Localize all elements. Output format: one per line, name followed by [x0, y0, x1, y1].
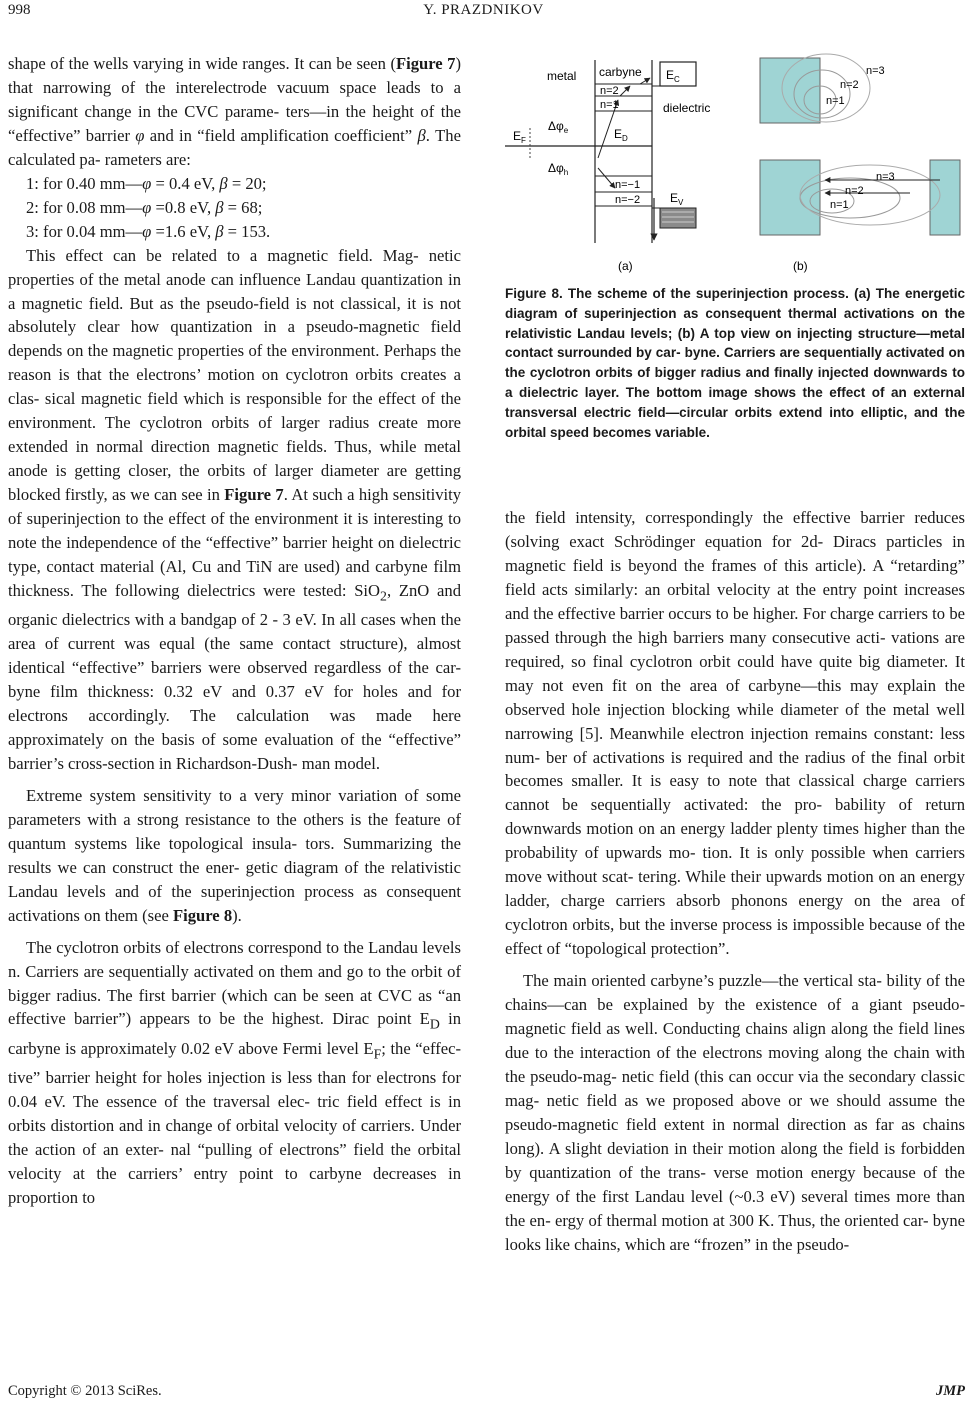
b-bottom-n1-label: n=1: [830, 199, 849, 211]
ef-label: $E_F$: [513, 129, 526, 145]
carbyne-label: carbyne: [599, 65, 642, 79]
paragraph: Extreme system sensitivity to a very minor variation of some parameters with a strong resistance to the others is the feature of quantum systems like topological insula- tors. Summarizing the results we can construct the ener- getic diagram of the relativistic Landau levels and of the superinjection process as consequent activations on them (see Figure 8).: [8, 785, 461, 925]
delta-phi-e-label: $\Delta\varphi_e$: [548, 119, 569, 135]
right-column: [505, 506, 965, 1257]
ev-label: $E_V$: [670, 191, 684, 207]
metal-label: metal: [547, 69, 577, 83]
level-nm1-label: n=−1: [615, 179, 641, 191]
parameter-line: 3: for 0.04 mm—φ =1.6 eV, β = 153.: [26, 221, 271, 241]
ec-label: $E_C$: [666, 68, 680, 84]
b-bottom-n2-label: n=2: [845, 185, 864, 197]
b-top-n2-label: n=2: [840, 79, 859, 91]
ed-label: $E_D$: [614, 127, 628, 143]
paragraph: This effect can be related to a magnetic field. Mag- netic properties of the metal anode can influence Landau quantization in a magnetic field. But as the pseudo-field is not classical, it is not absolutely clear how quantization in a pseudo-magnetic field depends on the magnetic properties of the environment. Perhaps the reason is that the electrons’ motion on cyclotron orbits creates a clas- sical magnetic field which is responsible for the effect of the environment. The cyclotron orbits of larger radius create more extended in normal direction magnetic fields. Thus, while metal anode is getting closer, the orbits of larger diameter are getting blocked firstly, as we can see in Figure 7. At such a high sensitivity of superinjection to the effect of the environment it is interesting to note the independence of the “effective” barrier height on dielectric type, contact material (Al, Cu and TiN are used) and carbyne film thickness. The following dielectrics were tested: SiO$_2$, ZnO and organic dielectrics with a bandgap of 2 - 3 eV. In all cases when the area of current was equal (the same contact structure), almost identical “effective” barriers were observed regardless of the car- byne film thickness: 0.32 eV and 0.37 eV for holes and for electrons accordingly. The calculation was made here approximately on the basis of some evaluation of the “effective” barrier’s cross-section in Richardson-Dush- man model.: [8, 245, 462, 773]
running-header: [0, 0, 967, 22]
b-bottom-n3-label: n=3: [876, 171, 895, 183]
level-nm2-label: n=−2: [615, 194, 641, 206]
paragraph: shape of the wells varying in wide ranges. It can be seen (Figure 7) that narrowing of the interelectrode vacuum space leads to a significant change in the CVC parame- ters—in the height of the “effective” barrier φ and in “field amplification coefficient” β. The calculated pa- rameters are:: [8, 54, 461, 169]
parameter-line: 2: for 0.08 mm—φ =0.8 eV, β = 68;: [26, 197, 263, 217]
running-author: Y. PRAZDNIKOV: [423, 2, 544, 18]
paragraph: The main oriented carbyne’s puzzle—the vertical sta- bility of the chains—can be explained by the existence of a giant pseudo-magnetic field as well. Conducting chains align along the field lines due to the interaction of the electrons moving along the chain with the pseudo-mag- netic field (this can occur via the secondary classic mag- netic field as we proposed above or we should assume the pseudo-magnetic field extent in normal direction as far as chains long). A slight deviation in their motion along the field is forbidden by quantization of the trans- verse motion energy because of the energy of the first Landau level (~0.3 eV) several times more than the en- ergy of thermal motion at 300 K. Thus, the oriented car- byne looks like chains, which are “frozen” in the pseudo-: [505, 971, 965, 1254]
page-number: 998: [8, 2, 31, 18]
panel-b-top-view: [760, 54, 960, 273]
journal-abbrev: JMP: [936, 1383, 965, 1399]
parameter-line: 1: for 0.40 mm—φ = 0.4 eV, β = 20;: [26, 173, 267, 193]
copyright-notice: Copyright © 2013 SciRes.: [8, 1383, 162, 1399]
level-n1-label: n=1: [600, 99, 619, 111]
figure-8-diagram: [500, 48, 965, 280]
delta-phi-h-label: $\Delta\varphi_h$: [548, 161, 569, 177]
b-top-n1-label: n=1: [826, 95, 845, 107]
b-top-n3-label: n=3: [866, 65, 885, 77]
paragraph: The cyclotron orbits of electrons correspond to the Landau levels n. Carriers are sequentially activated on them and go to the orbit of bigger radius. The first barrier (which can be seen at CVC as “an effective barrier”) appears to be the highest. Dirac point $E_D$ in carbyne is approximately 0.02 eV above Fermi level $E_F$; the “effec- tive” barrier height for holes injection is less than for electrons for 0.04 eV. The essence of the traversal elec- tric field effect is in orbits distortion and in change of orbital velocity of carriers. Under the action of an exter- nal “pulling of electrons” field the orbital velocity at the carriers’ entry point to carbyne decreases in proportion to: [8, 937, 462, 1207]
dielectric-label: dielectric: [663, 101, 711, 115]
panel-a-energy-diagram: [505, 60, 710, 273]
figure-8-caption: Figure 8. The scheme of the superinjection process. (a) The energetic diagram of superinjection as consequent thermal activations on the relativistic Landau levels; (b) A top view on injecting structure—metal contact surrounded by car- byne. Carriers are sequentially activated on the cyclotron orbits of bigger radius and finally injected downwards to a dielectric layer. The bottom image shows the effect of an external transversal electric field—circular orbits extend into elliptic, and the orbital speed becomes variable.: [505, 286, 965, 440]
paragraph: the field intensity, correspondingly the effective barrier reduces (solving exact Schrödinger equation for 2d- Diracs particles in magnetic field is beyond the frames of this article). A “retarding” field acts similarly: an orbital velocity at the entry point increases and the effective barrier occurs to be higher. For charge carriers to be passed through the high barriers many consecutive acti- vations are required, so final cyclotron orbit could have quite big diameter. It may not even fit on the area of carbyne—this may explain the observed hole injection blocking while diameter of the metal well narrowing [5]. Meanwhile electron injection remains constant: less num- ber of activations is required and the radius of the final orbit becomes smaller. It is easy to note that classical charge carriers cannot be sequentially activated: the pro- bability of return downwards motion on an energy ladder plenty times higher than the probability of upwards mo- tion. It is only possible when carriers move without scat- tering. While their upwards motion on an energy ladder, charge carriers absorb phonons energy on the area of cyclotron orbits, but the inverse process is impossible because of the effect of “topological protection”.: [505, 508, 965, 959]
left-column: [8, 52, 461, 1210]
panel-b-label: (b): [793, 259, 808, 273]
figure-8: [500, 48, 965, 280]
panel-a-label: (a): [618, 259, 633, 273]
level-n2-label: n=2: [600, 85, 619, 97]
